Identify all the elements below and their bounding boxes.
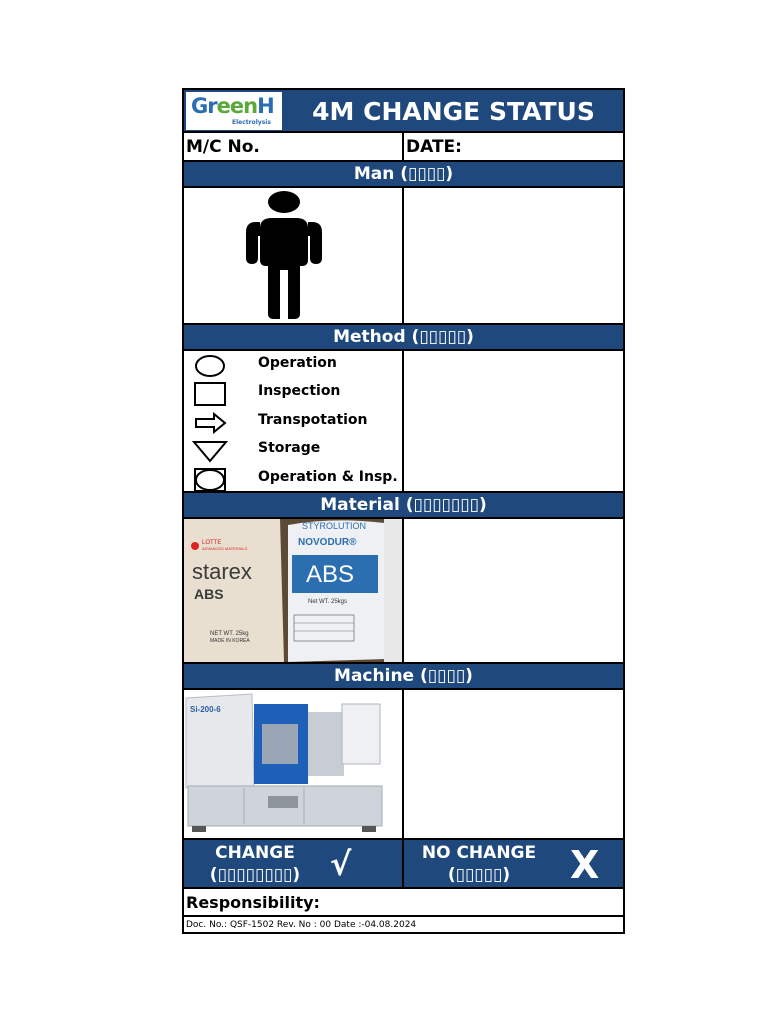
circle-in-square-symbol <box>190 468 230 491</box>
machine-photo <box>184 690 404 838</box>
material-bags-photo <box>184 519 404 662</box>
section-man-header: Man (▯▯▯▯) <box>184 162 623 188</box>
section-machine-body <box>184 690 623 840</box>
bag1-type: ABS <box>194 586 224 602</box>
bag1-name: starex <box>192 559 252 584</box>
method-item <box>184 465 402 491</box>
square-symbol <box>190 382 230 406</box>
no-change-label: NO CHANGE <box>421 843 537 863</box>
section-method-body <box>184 351 623 493</box>
bag1-sub: ADVANCED MATERIALS <box>202 546 248 551</box>
document-info: Doc. No.: QSF-1502 Rev. No : 00 Date :-04.08.2024 <box>186 920 417 930</box>
company-logo <box>186 92 282 130</box>
method-item <box>184 379 402 407</box>
change-option[interactable] <box>184 840 404 887</box>
person-icon <box>184 188 404 323</box>
man-image-cell <box>184 188 404 323</box>
method-label: Inspection <box>258 383 341 400</box>
date-field[interactable]: DATE: <box>406 137 462 157</box>
section-man-body <box>184 188 623 325</box>
mc-number-field[interactable]: M/C No. <box>184 133 404 160</box>
bag2-brand: STYROLUTION <box>302 521 367 531</box>
cross-mark-icon: X <box>570 843 600 887</box>
no-change-option[interactable] <box>406 840 623 887</box>
logo-wordmark: GreenH <box>191 94 274 118</box>
change-label: CHANGE <box>215 843 295 863</box>
method-notes-cell[interactable] <box>406 351 623 491</box>
arrow-symbol <box>190 411 230 435</box>
machine-model: Si-200-6 <box>190 705 221 714</box>
method-label: Storage <box>258 440 321 457</box>
4m-change-sheet <box>182 88 625 934</box>
material-image-cell <box>184 519 404 662</box>
change-status-row <box>184 840 623 889</box>
method-item <box>184 436 402 464</box>
machine-image-cell <box>184 690 404 838</box>
info-row <box>184 133 623 162</box>
method-label: Operation <box>258 355 337 371</box>
section-material-body <box>184 519 623 664</box>
bag2-name: NOVODUR® <box>298 537 357 548</box>
method-item <box>184 351 402 379</box>
man-notes-cell[interactable] <box>406 188 623 323</box>
bag1-weight: NET WT. 25kg <box>210 631 249 637</box>
bag1-brand: LOTTE <box>202 540 222 546</box>
method-label: Transpotation <box>258 411 368 428</box>
header-bar <box>184 90 623 133</box>
logo-subtitle: Electrolysis <box>232 119 271 126</box>
bag1-origin: MADE IN KOREA <box>210 638 250 644</box>
change-sublabel: (▯▯▯▯▯▯▯▯) <box>209 865 301 885</box>
method-legend-cell <box>184 351 404 491</box>
responsibility-field[interactable]: Responsibility: <box>184 889 623 917</box>
circle-symbol <box>190 354 230 378</box>
bag2-weight: Net WT. 25kgs <box>308 599 348 605</box>
triangle-symbol <box>190 439 230 463</box>
method-item <box>184 408 402 436</box>
material-notes-cell[interactable] <box>406 519 623 662</box>
check-mark-icon: √ <box>330 845 352 883</box>
section-material-header: Material (▯▯▯▯▯▯▯) <box>184 493 623 519</box>
machine-notes-cell[interactable] <box>406 690 623 838</box>
page-title: 4M CHANGE STATUS <box>312 97 595 126</box>
no-change-sublabel: (▯▯▯▯▯) <box>447 865 511 885</box>
section-method-header: Method (▯▯▯▯▯) <box>184 325 623 351</box>
method-label: Operation & Insp. <box>258 468 398 485</box>
section-machine-header: Machine (▯▯▯▯) <box>184 664 623 690</box>
bag2-type: ABS <box>306 561 355 588</box>
